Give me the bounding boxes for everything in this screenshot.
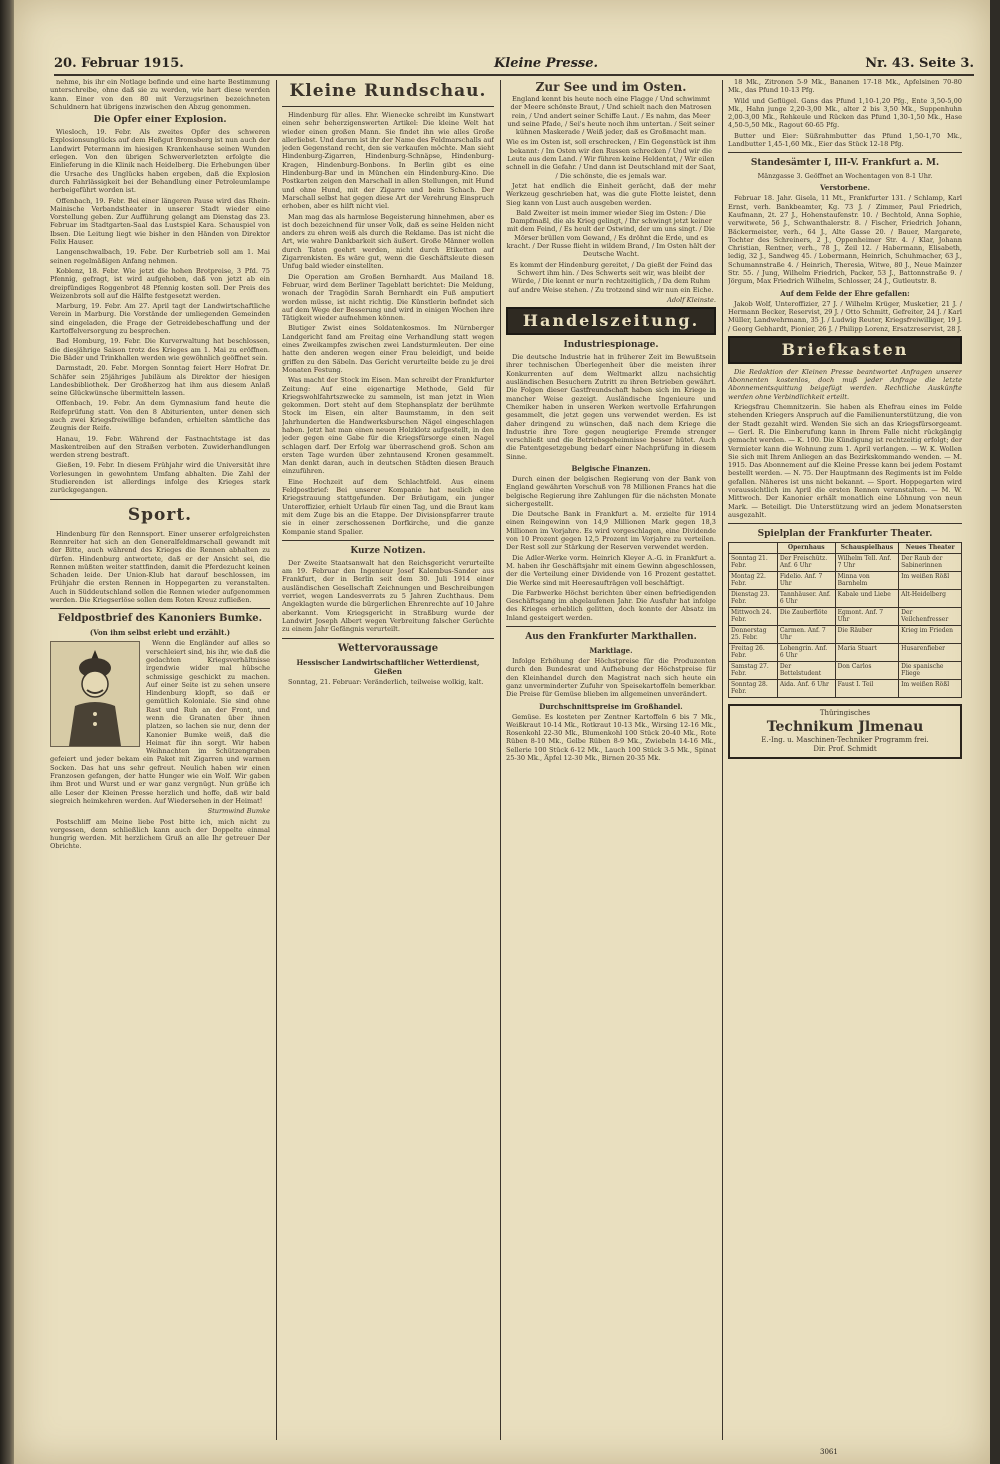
section-divider: [506, 626, 716, 627]
poem-stanza: England kennt bis heute noch eine Flagge / Und schwimmt der Meere schönste Braut, / Und schielt nach den Matrosen rein, / Und andert seiner Schiffe Laut. / Es nahm, das Meer und seine Pfade, / Sei's heute noch ihm untertan. / Seit seiner kühnen Maskerade / Weiß jeder, daß es Großmacht man.: [507, 95, 715, 137]
durchschnittspreise-heading: Durchschnittspreise im Großhandel.: [539, 701, 683, 711]
ad-title: Technikum Jlmenau: [766, 718, 924, 735]
schedule-cell: Don Carlos: [835, 661, 899, 679]
feldpost-postscript: Postschliff am Meine liebe Post bitte ich, mich nicht zu vergessen, denn schließlich kann auch der Doppelte einmal hungrig werden. Mit herzlichem Gruß an alle Ihr getreuer Der Obrichte.: [50, 817, 270, 851]
col1-paragraph: Marburg, 19. Febr. Am 27. April tagt der Landwirtschaftliche Verein in Marburg. Die Vorstände der umliegenden Gemeinden sind eingeladen, die Frage der Getreidebeschaffung und der Kartoffelversorgung zu besprechen.: [50, 302, 270, 336]
section-divider: [728, 152, 962, 153]
column-divider-2: [500, 80, 501, 1440]
schedule-row: [729, 571, 962, 589]
weather-heading: Wettervoraussage: [337, 642, 439, 654]
standesaemter-heading: Standesämter I, III-V. Frankfurt a. M.: [750, 158, 940, 169]
header-date: 20. Februar 1915.: [54, 56, 184, 71]
schedule-day: Mittwoch 24. Febr.: [729, 607, 778, 625]
markthallen-heading: Aus den Frankfurter Markthallen.: [525, 632, 697, 643]
newspaper-page: [14, 0, 990, 1464]
schedule-cell: Alt-Heidelberg: [899, 589, 962, 607]
feldpost-letter: Wenn die Engländer auf alles so verschleiert sind, bis ihr, wie daß die gedachten Kriegsverhältnisse irgendwie wider mal hübsche schmissige geschickt zu machen. Auf einer Seite ist zu sehen unsere Hindenburg klopft, so daß er gemütlich Koloniale. Sie sind ohne Rast und Ruh an der Front, und wenn die Granaten über ihnen platzen, so lachen sie nur, denn der Kanonier Bumke weiß, daß die Heimat für ihn sorgt. Wir haben Weihnachten im Schützengraben gefeiert und jeder bekam ein Paket mit Zigarren und warmen Socken. Das hat uns sehr gefreut. Neulich haben wir einen Franzosen gefangen, der hatte Hunger wie ein Wolf. Wir gaben ihm Brot und Wurst und er war ganz vergnügt. Nun grüße ich alle Leser der Kleinen Presse herzlich und hoffe, daß wir bald siegreich heimkehren werden. Auf Wiedersehen in der Heimat!: [50, 639, 270, 805]
industriespionage-heading: Industriespionage.: [563, 340, 659, 351]
header-issue-number: Nr. 43. Seite 3.: [865, 56, 974, 71]
column-1: [50, 78, 270, 1448]
col1-paragraph: Hanau, 19. Febr. Während der Fastnachtstage ist das Maskentreiben auf den Straßen verboten. Zuwiderhandlungen werden streng bestraft.: [50, 434, 270, 460]
schedule-row: [729, 625, 962, 643]
schedule-day: Donnerstag 25. Febr.: [729, 625, 778, 643]
schedule-cell: Egmont. Anf. 7 Uhr: [835, 607, 899, 625]
section-divider: [282, 638, 494, 639]
schedule-day: Sonntag 21. Febr.: [729, 553, 778, 571]
schedule-cell: Carmen. Anf. 7 Uhr: [777, 625, 835, 643]
schedule-cell: Tannhäuser. Anf. 6 Uhr: [777, 589, 835, 607]
schedule-cell: Kabale und Liebe: [835, 589, 899, 607]
section-divider: [50, 608, 270, 609]
header-rule: [54, 74, 974, 76]
col2-paragraph: Man mag das als harmlose Begeisterung hinnehmen, aber es ist doch bezeichnend für unser Volk, daß es seine Helden nicht anders zu ehren weiß als durch die Reklame. Das ist nicht die Art, wie wahre Dankbarkeit sich äußert. Große Männer wollen durch Taten geehrt werden, nicht durch Etiketten auf Zigarrenkisten. Es wäre gut, wenn die Geschäftsleute diesen Unfug bald wieder einstellten.: [282, 212, 494, 271]
schedule-row: [729, 553, 962, 571]
col2-paragraph: Blutiger Zwist eines Soldatenkosmos. Im Nürnberger Landgericht fand am Freitag eine Verhandlung statt wegen eines Zweikampfes zwischen zwei Landsturmleuten. Der eine hatte den anderen wegen einer Frau beleidigt, und beide griffen zu den Säbeln. Das Gericht verurteilte beide zu je drei Monaten Festung.: [282, 324, 494, 374]
header-paper-name: Kleine Presse.: [494, 56, 599, 71]
spielplan-heading: Spielplan der Frankfurter Theater.: [757, 529, 933, 540]
briefkasten-banner: Briefkasten: [728, 336, 962, 364]
poem-stanza: Es kommt der Hindenburg gereitet, / Da gießt der Feind das Schwert ihm hin. / Des Schwerts seit wir, was bleibt der Würde, / Die kennt er nur'n rechtzeitiglich, / Da dem Ruhm auf andre Weise stehen. / Zu trotzend sind wir nun ein Eiche.: [508, 260, 714, 294]
col3-paragraph: Infolge Erhöhung der Höchstpreise für die Produzenten durch den Bundesrat und Aufhebung der Höchstpreise für den Kleinhandel durch den Magistrat nach sich heute ein ganz unverminderter Zufuhr von Speisekartoffeln bemerkbar. Die Preise für Gemüse blieben im allgemeinen unverändert.: [506, 657, 716, 699]
section-divider: [50, 499, 270, 500]
schedule-cell: Minna von Barnhelm: [835, 571, 899, 589]
kurze-notizen-text: Der Zweite Staatsanwalt hat den Reichsgericht verurteilte am 19. Februar den Ingenieur Josef Kalembus-Sander aus Frankfurt, der in Berlin seit dem 30. Juli 1914 einer ausländischen Gesellschaft Zeichnungen und Beschreibungen verriet, wegen Landesverrats zu 5 Jahren Zuchthaus. Dem Angeklagten wurde die bürgerlichen Ehrenrechte auf 10 Jahre aberkannt. Vom Kriegsgericht in Straßburg wurde der Landwirt Joseph Albert wegen Verbreitung falscher Gerüchte zu einem Jahr Gefängnis verurteilt.: [282, 558, 494, 634]
col3-paragraph: Die Deutsche Bank in Frankfurt a. M. erzielte für 1914 einen Reingewinn von 14,9 Millionen Mark gegen 18,3 Millionen im Vorjahre. Es wird vorgeschlagen, eine Dividende von 10 Prozent gegen 12,5 Prozent im Vorjahre zu verteilen. Der Rest soll zur Stärkung der Reserven verwendet werden.: [506, 510, 716, 552]
schedule-day: Samstag 27. Febr.: [729, 661, 778, 679]
col2-paragraph: Eine Hochzeit auf dem Schlachtfeld. Aus einem Feldpostbrief: Bei unserer Kompanie hat neulich eine Kriegstrauung stattgefunden. Der Bräutigam, ein junger Unteroffizier, erhielt Urlaub für einen Tag, und die Braut kam mit dem Zuge bis an die Etappe. Der Divisionspfarrer traute sie in einer zerschossenen Dorfkirche, und die ganze Kompanie stand Spalier.: [282, 477, 494, 536]
schedule-cell: Fidelio. Anf. 7 Uhr: [777, 571, 835, 589]
column-divider-3: [722, 80, 723, 1440]
schedule-day: Montag 22. Febr.: [729, 571, 778, 589]
col1-heading-explosion: Die Opfer einer Explosion.: [93, 115, 227, 126]
col3-paragraph: Die deutsche Industrie hat in früherer Zeit im Bewußtsein ihrer technischen Überlegenheit über die meisten ihrer Konkurrenten auf dem Weltmarkt allzu nachsichtig ausländischen Besuchern Zutritt zu ihren Betrieben gewährt. Die Folgen dieser Gastfreundschaft haben sich im Kriege in mancher Weise gezeigt. Ausländische Ingenieure und Chemiker haben in unseren Werken wertvolle Erfahrungen gesammelt, die jetzt gegen uns verwendet werden. Es ist daher dringend zu wünschen, daß nach dem Kriege die Industrie ihre Tore gegen neugierige Fremde strenger verschließt und die Betriebsgeheimnisse besser hütet. Auch die Patentgesetzgebung bedarf einer Nachprüfung in diesem Sinne.: [506, 353, 716, 461]
verstorbene-heading: Verstorbene.: [820, 183, 870, 193]
ad-director: Dir. Prof. Schmidt: [813, 744, 877, 753]
poem-signature: Adolf Kleinste.: [667, 295, 716, 304]
col1-paragraph: Gießen, 19. Febr. In diesem Frühjahr wird die Universität ihre Vorlesungen in gewohntem Umfang abhalten. Die Zahl der Studierenden ist allerdings infolge des Krieges stark zurückgegangen.: [50, 461, 270, 495]
poem-stanza: Wie es im Osten ist, soll erschrecken, / Ein Gegenstück ist ihm bekannt: / Im Osten wir den Russen schrecken / Und wir die Leute aus dem Land. / Wir führen keine Heldentat, / Wir eilen schnell in die Gefahr. / Und dann ist Deutschland mit der Saat, / Die schönste, die es jemals war.: [506, 138, 716, 180]
col1-paragraph: Bad Homburg, 19. Febr. Die Kurverwaltung hat beschlossen, die diesjährige Saison trotz des Krieges am 1. Mai zu eröffnen. Die Bäder und Trinkhallen werden wie gewöhnlich geöffnet sein.: [50, 337, 270, 362]
schedule-cell: Die spanische Fliege: [899, 661, 962, 679]
ad-small-text: Thüringisches: [819, 708, 871, 717]
schedule-cell: Aida. Anf. 6 Uhr: [777, 679, 835, 697]
schedule-header-cell: Neues Theater: [899, 543, 962, 554]
schedule-cell: Im weißen Rößl: [899, 571, 962, 589]
col1-paragraph: Offenbach, 19. Febr. An dem Gymnasium fand heute die Reifeprüfung statt. Von den 8 Abiturienten, unter denen sich auch zwei Kriegsfreiwillige befanden, erhielten sämtliche das Zeugnis der Reife.: [50, 399, 270, 433]
schedule-cell: Der Freischütz. Anf. 6 Uhr: [777, 553, 835, 571]
col3-paragraph: Jetzt hat endlich die Einheit gerächt, daß der mehr Werkzeug geschrieben hat, was die gute Flotte leistet, denn Sieg kann von Lust auch ausgeben werden.: [506, 181, 716, 207]
schedule-cell: Husarenfieber: [899, 643, 962, 661]
gefallen-heading: Auf dem Felde der Ehre gefallen:: [780, 288, 910, 298]
poem-stanza: Bald Zweiter ist mein immer wieder Sieg im Osten: / Die Dampfmaßl, die als Krieg gelingt, / Ihr schwingt jetzt keiner mit dem Feind, / Es heult der Ostwind, der um uns singt. / Die Mörser brüllen vom Gewand, / Es dröhnt die Erde, und es kracht. / Der Russe flieht in wildem Brand, / Im Osten hält der Deutsche Wacht.: [506, 208, 716, 259]
footer-code: 3061: [820, 1448, 838, 1456]
schedule-cell: Faust I. Teil: [835, 679, 899, 697]
col1-intro: nehme, bis ihr ein Notlage befinde und eine harte Bestimmung unterschreibe, ohne daß sie zu werden, wie hart diese werden kann. Einer von den 80 mit Verzugsrinen bezeichneten Schuldnern hat übrigens inzwischen den Abzug genommen.: [50, 78, 270, 111]
schedule-cell: Die Räuber: [835, 625, 899, 643]
col4-intro: 18 Mk., Zitronen 5-9 Mk., Bananen 17-18 Mk., Apfelsinen 70-80 Mk., das Pfund 10-13 Pfg.: [728, 78, 962, 95]
see-osten-heading: Zur See und im Osten.: [535, 80, 687, 94]
soldier-illustration: [50, 641, 140, 747]
briefkasten-answers: Kriegsfrau Chemnitzerin. Sie haben als Ehefrau eines im Felde stehenden Kriegers Anspruch auf die Familienunterstützung, die von der Stadt gezahlt wird. Wenden Sie sich an das Kriegsfürsorgeamt. — Gerl. R. Die Einberufung kann in Ihrem Falle nicht rückgängig gemacht werden. — K. 100. Die Kündigung ist rechtzeitig erfolgt; der Vermieter kann die Wohnung zum 1. April verlangen. — W. K. Wollen Sie sich mit Ihrem Anliegen an das Bezirkskommando wenden. — M. 1915. Das Abonnement auf die Kleine Presse kann bei jedem Postamt bestellt werden. — N. 75. Der Hauptmann des Regiments ist im Felde gefallen. Näheres ist uns nicht bekannt. — Sport. Hoppegarten wird voraussichtlich im April die ersten Rennen veranstalten. — M. W. Mittwoch. Der Kanonier erhält monatlich eine Löhnung von neun Mark. — Beteiligt. Die Unterstützung wird an jedem Monatsersten ausgezahlt.: [728, 403, 962, 519]
feldpost-heading: Feldpostbrief des Kanoniers Bumke.: [57, 613, 263, 625]
schedule-cell: Der Bettelstudent: [777, 661, 835, 679]
col1-paragraph: Offenbach, 19. Febr. Bei einer längeren Pause wird das Rhein-Mainische Verbandstheater in unserer Stadt wieder eine Vorstellung geben. Zur Aufführung gelangt am Dienstag das 23. Februar im Stadtgarten-Saal das Lustspiel Kara. Schauspiel von Ibsen. Die Leitung liegt wie bisher in den Händen von Direktor Felix Hauser.: [50, 196, 270, 247]
column-4: [728, 78, 962, 1448]
wild-prices: Wild und Geflügel. Gans das Pfund 1,10-1,20 Pfg., Ente 3,50-5,00 Mk., Hahn junge 2,20-3,00 Mk., alter 2 bis 3,50 Mk., Suppenhuhn 2,00-3,00 Mk., Rehkeule und Rücken das Pfund 1,30-1,50 Mk., Hase 4,50-5,50 Mk., Ragout 60-65 Pfg.: [728, 96, 962, 130]
col3-paragraph: Die Farbwerke Höchst berichten über einen befriedigenden Geschäftsgang im abgelaufenen Jahr. Die Ausfuhr hat infolge des Krieges erheblich gelitten, doch konnte der Absatz im Inland gesteigert werden.: [506, 588, 716, 622]
col2-paragraph: Die Operation am Großen Bernhardt. Aus Mailand 18. Februar, wird dem Berliner Tageblatt berichtet: Die Meldung, wonach der Tragödin Sarah Bernhardt ein Fuß amputiert worden müsse, ist nicht richtig. Die Künstlerin befindet sich auf dem Wege der Besserung und wird in einigen Wochen ihre Tätigkeit wieder aufnehmen können.: [282, 272, 494, 323]
schedule-cell: Der Veilchenfresser: [899, 607, 962, 625]
schedule-day: Dienstag 23. Febr.: [729, 589, 778, 607]
section-divider: [282, 540, 494, 541]
sport-article: Hindenburg für den Rennsport. Einer unserer erfolgreichsten Rennreiter hat sich an den Generalfeldmarschall gewandt mit der Bitte, auch während des Krieges die Rennen abhalten zu dürfen. Hindenburg antwortete, daß er der Ansicht sei, die Rennen müßten weiter stattfinden, damit die Pferdezucht keinen Schaden leide. Der Union-Klub hat darauf beschlossen, im Frühjahr die ersten Rennen in Hoppegarten zu veranstalten. Auch in Süddeutschland sollen die Rennen wieder aufgenommen werden. Die Kriegserlöse sollen dem Roten Kreuz zufließen.: [50, 529, 270, 605]
technikum-advertisement: [728, 704, 962, 759]
schedule-day: Sonntag 28. Febr.: [729, 679, 778, 697]
schedule-row: [729, 589, 962, 607]
briefkasten-intro: Die Redaktion der Kleinen Presse beantwortet Anfragen unserer Abonnenten kostenlos, doch muß jeder Anfrage die letzte Abonnementsquittung beigefügt werden. Rechtliche Auskünfte werden ohne Verbindlichkeit erteilt.: [728, 367, 962, 401]
schedule-cell: Krieg im Frieden: [899, 625, 962, 643]
column-3: [506, 78, 716, 1448]
gefallen-list: Jakob Wolf, Unteroffizier, 27 J. / Wilhelm Krüger, Musketier, 21 J. / Hermann Becker, Reservist, 29 J. / Otto Schmitt, Gefreiter, 24 J. / Karl Müller, Landwehrmann, 35 J. / Ludwig Reuter, Kriegsfreiwilliger, 19 J. / Georg Gebhardt, Pionier, 26 J. / Philipp Lorenz, Ersatzreservist, 28 J.: [728, 299, 962, 333]
belgische-finanzen-heading: Belgische Finanzen.: [571, 463, 651, 473]
col2-paragraph: Was macht der Stock im Eisen. Man schreibt der Frankfurter Zeitung: Auf eine eigenartige Methode, Geld für Kriegswohlfahrtszwecke zu sammeln, ist man jetzt in Wien gekommen. Dort steht auf dem Stephansplatz der berühmte Stock im Eisen, ein alter Baumstamm, in den seit Jahrhunderten die Handwerksburschen Nägel eingeschlagen haben. Jetzt hat man einen neuen Holzklotz aufgestellt, in den jeder gegen eine Gabe für die Kriegsfürsorge einen Nagel schlagen darf. Der Erfolg war überraschend groß. Schon am ersten Tage wurden über zehntausend Kronen gesammelt. Man denkt daran, auch in deutschen Städten diesen Brauch einzuführen.: [282, 376, 494, 476]
section-divider: [728, 523, 962, 524]
schedule-cell: Im weißen Rößl: [899, 679, 962, 697]
col1-paragraph: Wiesloch, 19. Febr. Als zweites Opfer des schweren Explosionsunglücks auf dem Heßgut Bromsberg ist nun auch der Landwirt Petermann im hiesigen Krankenhause seinen Wunden erlegen. Von den übrigen Schwerverletzten erfolgte die Einlieferung in die Klinik nach Heidelberg. Die Erhebungen über die Ursache des Unglücks haben ergeben, daß die Explosion durch Fahrlässigkeit bei der Behandlung einer Petroleumlampe herbeigeführt worden ist.: [50, 128, 270, 195]
schedule-header-row: [729, 543, 962, 554]
schedule-cell: Der Raub der Sabinerinnen: [899, 553, 962, 571]
theater-schedule-table: [728, 542, 962, 698]
col3-paragraph: Die Adler-Werke vorm. Heinrich Kleyer A.-G. in Frankfurt a. M. haben ihr Geschäftsjahr mit einem Gewinn abgeschlossen, der die Verteilung einer Dividende von 16 Prozent gestattet. Die Werke sind mit Heeresaufträgen voll beschäftigt.: [506, 553, 716, 587]
schedule-header-cell: Schauspielhaus: [835, 543, 899, 554]
rundschau-heading: Kleine Rundschau.: [289, 81, 487, 101]
schedule-day: Freitag 26. Febr.: [729, 643, 778, 661]
col3-paragraph: Durch einen der belgischen Regierung von der Bank von England gewährten Vorschuß von 78 Millionen Francs hat die belgische Regierung ihre Zahlungen für die nächsten Monate sichergestellt.: [506, 474, 716, 508]
col1-paragraph: Darmstadt, 20. Febr. Morgen Sonntag feiert Herr Hofrat Dr. Schäfer sein 25jähriges Jubiläum als Direktor der hiesigen Landesbibliothek. Der Großherzog hat ihm aus diesem Anlaß seine Glückwünsche übermitteln lassen.: [50, 364, 270, 398]
sport-heading: Sport.: [127, 504, 193, 525]
kurze-notizen-heading: Kurze Notizen.: [350, 545, 426, 556]
schedule-header-cell: Opernhaus: [777, 543, 835, 554]
schedule-cell: Die Zauberflöte: [777, 607, 835, 625]
ad-side-text: E.-Ing. u. Maschinen-Techniker Programm frei.: [761, 735, 929, 744]
schedule-cell: Maria Stuart: [835, 643, 899, 661]
schedule-row: [729, 679, 962, 697]
col1-paragraph: Langenschwalbach, 19. Febr. Der Kurbetrieb soll am 1. Mai seinen regelmäßigen Anfang nehmen.: [50, 248, 270, 265]
col1-paragraph: Koblenz, 18. Febr. Wie jetzt die hohen Brotpreise, 3 Pfd. 75 Pfennig, gefragt, ist wird aufgehoben, daß von jetzt ab ein dreipfündiges Roggenbrot 48 Pfennig kosten soll. Der Preis des Weizenbrots soll auf die Hälfte festgesetzt werden.: [50, 266, 270, 300]
page-binding-edge: [0, 0, 14, 1464]
weather-subheading: Hessischer Landwirtschaftlicher Wetterdienst, Gießen: [296, 657, 480, 676]
feldpost-signature: Sturmwind Bumke: [207, 807, 270, 816]
schedule-row: [729, 643, 962, 661]
col2-paragraph: Hindenburg für alles. Ehr. Wienecke schreibt im Kunstwart einen sehr beherzigenswerten Artikel: Die kleine Welt hat wieder einen großen Mann. Sie findet ihn wie alles Große allerliebst. Und darum ist ihr der Name des Feldmarschalls auf jeden Gegenstand recht, den sie verkaufen möchte. Man sieht Hindenburg-Zigarren, Hindenburg-Schnäpse, Hindenburg-Kragen, Hindenburg-Bonbons. In Berlin gibt es eine Hindenburg-Bar und in München ein Hindenburg-Kino. Die Postkarten zeigen den Marschall in allen Stellungen, mit Hund und ohne Hund, mit der Zigarre und beim Schach. Der Marschall selbst hat gegen diese Art der Verehrung Einspruch erhoben, aber es hilft nicht viel.: [282, 111, 494, 211]
verstorbene-list: Februar 18. Jahr. Gisela, 11 Mt., Frankfurter 131. / Schlamp, Karl Ernst, verh. Bankbeamter, Kg. 73 J. / Zimmer, Paul Friedrich, Kaufmann, 2t. 27 J., Hohenstaufenstr. 10. / Bechtold, Anna Sophie, verwitwete, 56 J., Schwanthalerstr. 8. / Fischer, Friedrich Johann, Bäckermeister, verh., 64 J., Alte Gasse 20. / Bauer, Margarete, Tochter des Schreiners, 2 J., Oppenheimer Str. 4. / Klar, Johann Christian, Rentner, verh., 78 J., Zeil 12. / Habermann, Elisabeth, ledig, 32 J., Sandweg 45. / Lobermann, Heinrich, Schuhmacher, 63 J., Schumannstraße 4. / Heinrich, Theresia, Witwe, 80 J., Neue Mainzer Str. 55. / Jung, Wilhelm Friedrich, Packer, 53 J., Battonnstraße 9. / Jörgum, Max Friedrich Wilhelm, Schlosser, 24 J., Gutleutstr. 8.: [728, 194, 962, 286]
page-header: [54, 56, 974, 74]
section-divider: [282, 106, 494, 107]
col3-paragraph: Gemüse. Es kosteten per Zentner Kartoffeln 6 bis 7 Mk., Weißkraut 10-14 Mk., Rotkraut 10-13 Mk., Wirsing 12-16 Mk., Rosenkohl 22-30 Mk., Blumenkohl 100 Stück 20-40 Mk., Rote Rüben 8-10 Mk., Gelbe Rüben 8-9 Mk., Zwiebeln 14-16 Mk., Sellerie 100 Stück 6-12 Mk., Lauch 100 Stück 3-5 Mk., Spinat 25-30 Mk., Äpfel 12-30 Mk., Birnen 20-35 Mk.: [506, 712, 716, 762]
weather-text: Sonntag, 21. Februar: Veränderlich, teilweise wolkig, kalt.: [288, 677, 484, 686]
column-divider-1: [276, 80, 277, 1440]
standesaemter-subheading: Mänzgasse 3. Geöffnet an Wochentagen von 8-1 Uhr.: [757, 172, 933, 181]
feldpost-subheading: (Von ihm selbst erlebt und erzählt.): [89, 628, 231, 638]
marktlage-heading: Marktlage.: [589, 646, 633, 656]
schedule-header-cell: [729, 543, 778, 554]
schedule-row: [729, 661, 962, 679]
schedule-cell: Wilhelm Tell. Anf. 7 Uhr: [835, 553, 899, 571]
schedule-row: [729, 607, 962, 625]
column-2: [282, 78, 494, 1448]
schedule-cell: Lohengrin. Anf. 6 Uhr: [777, 643, 835, 661]
butter-prices: Butter und Eier: Süßrahmbutter das Pfund 1,50-1,70 Mk., Landbutter 1,45-1,60 Mk., Eier das Stück 12-18 Pfg.: [728, 131, 962, 149]
handelszeitung-banner: Handelszeitung.: [506, 307, 716, 335]
